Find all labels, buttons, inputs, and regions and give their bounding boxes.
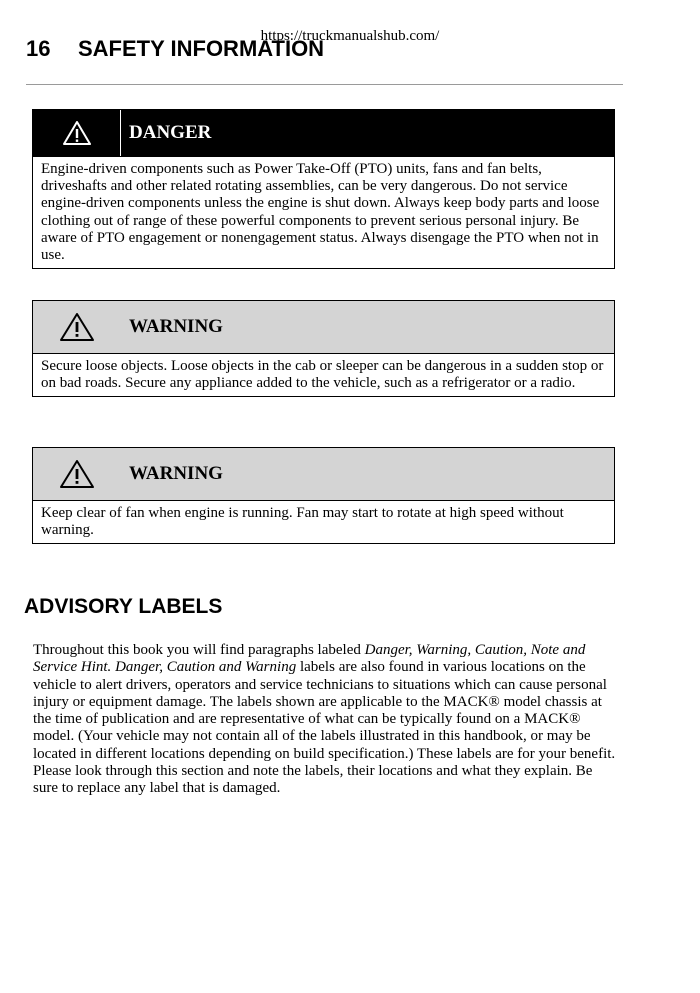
notice-label: DANGER <box>129 122 212 143</box>
warning-triangle-icon <box>33 301 121 353</box>
page-header <box>26 36 324 62</box>
notice-text: Secure loose objects. Loose objects in the cab or sleeper can be dangerous in a sudden stop or on bad roads. Secure any appliance added to the vehicle, such as a refrigerator or a radio. <box>41 358 604 392</box>
danger-notice-header <box>33 110 614 157</box>
warning-triangle-icon <box>33 448 121 500</box>
header-divider <box>26 84 623 85</box>
para-italic-label-types: Danger, Caution and Warning <box>115 659 297 676</box>
notice-label: WARNING <box>129 316 223 337</box>
warning-notice-loose-objects <box>32 300 615 397</box>
section-title: ADVISORY LABELS <box>24 595 223 618</box>
notice-text: Engine-driven components such as Power Take-Off (PTO) units, fans and fan belts, driveshafts and other related rotating assemblies, can be very dangerous. Do not service engine-driven components unless the engine is shut down. Always keep body parts and loose clothing out of range of these powerful components to prevent serious personal injury. Be aware of PTO engagement or nonengagement status. Always disengage the PTO when not in use. <box>41 161 600 264</box>
warning-notice-header <box>33 448 614 501</box>
advisory-paragraph <box>33 642 618 798</box>
watermark-url: https://truckmanualshub.com/ <box>260 28 440 44</box>
warning-triangle-icon <box>33 110 121 156</box>
danger-notice <box>32 109 615 269</box>
para-rest: labels are also found in various locations on the vehicle to alert drivers, operators and service technicians to situations which can cause personal injury or equipment damage. The labels shown are applicable to the MACK® model chassis at the time of publication and are representative of what can be typically found on a MACK® model. (Your vehicle may not contain all of the labels illustrated in this handbook, or may be located in different locations depending on build specification.) These labels are for your benefit. Please look through this section and note the labels, their locations and what they explain. Be sure to replace any label that is damaged. <box>33 659 616 797</box>
warning-notice-fan <box>32 447 615 544</box>
notice-label: WARNING <box>129 463 223 484</box>
warning-notice-header <box>33 301 614 354</box>
para-intro: Throughout this book you will find paragraphs labeled <box>33 642 365 658</box>
page-number: 16 <box>26 36 51 61</box>
page-title: SAFETY INFORMATION <box>78 36 325 61</box>
notice-text: Keep clear of fan when engine is running. Fan may start to rotate at high speed without warning. <box>41 505 564 539</box>
para-italic-label-list: Danger, Warning, Caution, Note and Service Hint. <box>33 642 586 676</box>
